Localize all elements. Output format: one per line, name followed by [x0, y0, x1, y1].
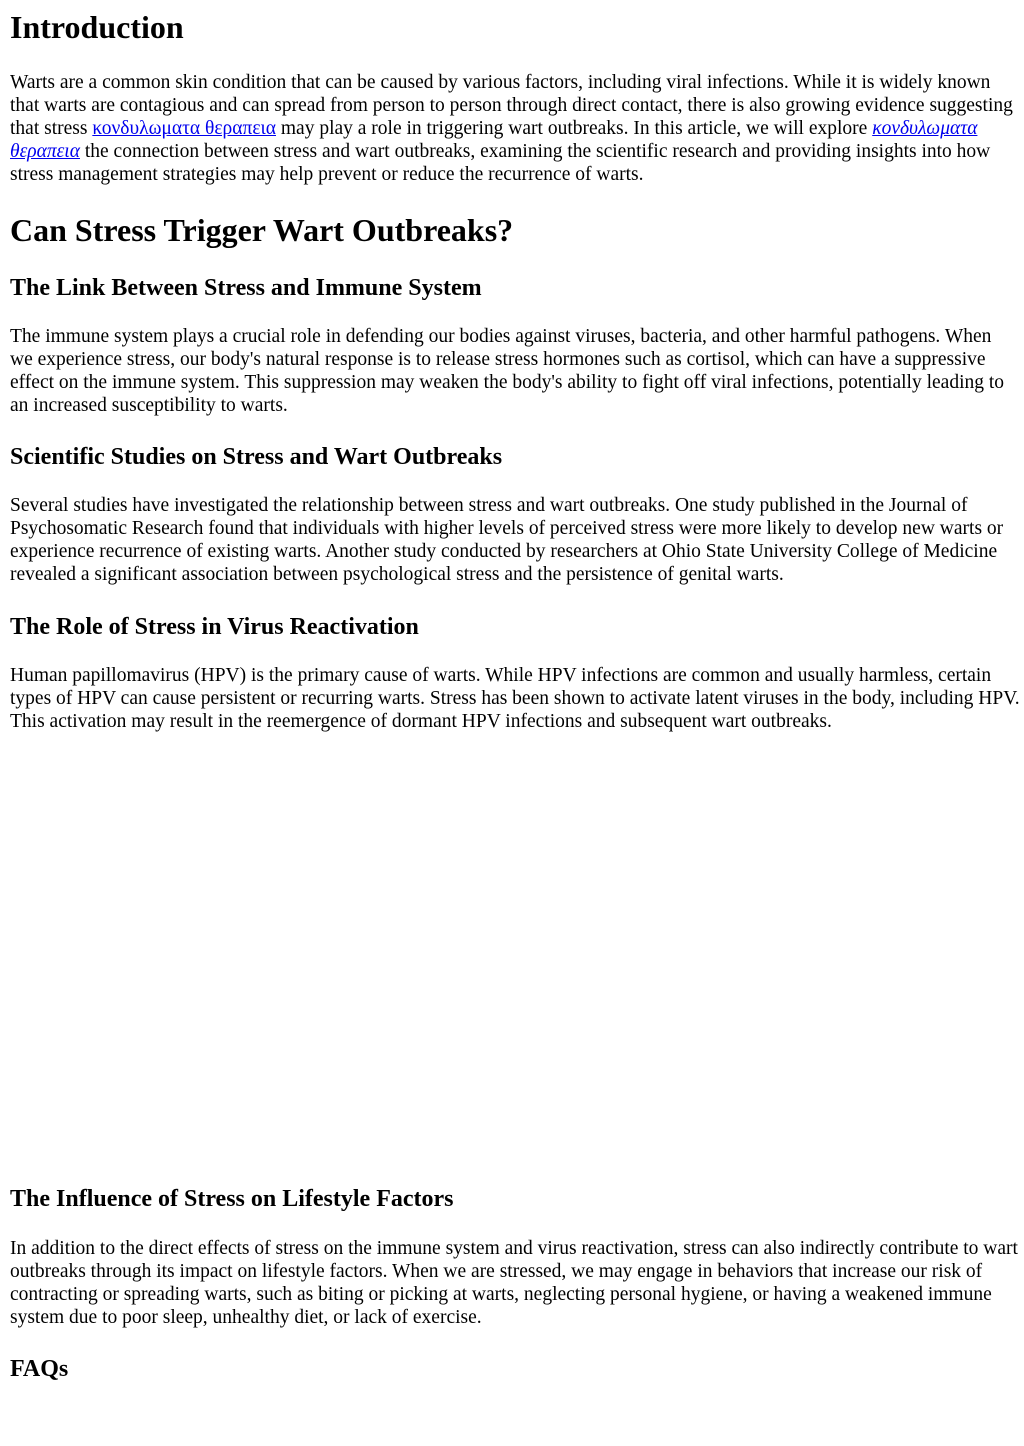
faqs-heading: FAQs [10, 1356, 69, 1382]
immune-link-heading: The Link Between Stress and Immune System [10, 275, 482, 301]
immune-link-paragraph: The immune system plays a crucial role in defending our bodies against viruses, bacteria, and other harmful pathogens. When we experience stress, our body's natural response is to release stress hormones such as cortisol, which can have a suppressive effect on the immune system. This suppression may weaken the body's ability to fight off viral infections, potentially leading to an increased susceptibility to warts. [10, 326, 1005, 416]
intro-text-1: Warts are a common skin condition that can be caused by various factors, including viral infections. While it is widely known that warts are contagious and can spread from person to person through direct contact, there is also growing evidence suggesting that stress [10, 72, 1013, 139]
studies-paragraph: Several studies have investigated the relationship between stress and wart outbreaks. One study published in the Journal of Psychosomatic Research found that individuals with higher levels of perceived stress were more likely to develop new warts or experience recurrence of existing warts. Another study conducted by researchers at Ohio State University College of Medicine revealed a significant association between psychological stress and the persistence of genital warts. [10, 495, 1004, 585]
intro-link-1[interactable]: κονδυλωματα θεραπεια [92, 118, 276, 139]
lifestyle-heading: The Influence of Stress on Lifestyle Factors [10, 1186, 454, 1212]
lifestyle-paragraph: In addition to the direct effects of stress on the immune system and virus reactivation, stress can also indirectly contribute to wart outbreaks through its impact on lifestyle factors. When we are stressed, we may engage in behaviors that increase our risk of contracting or spreading warts, such as biting or picking at warts, neglecting personal hygiene, or having a weakened immune system due to poor sleep, unhealthy diet, or lack of exercise. [10, 1238, 1018, 1328]
intro-text-2: may play a role in triggering wart outbreaks. In this article, we will explore [276, 118, 873, 139]
intro-heading: Introduction [10, 9, 184, 45]
virus-reactivation-paragraph: Human papillomavirus (HPV) is the primary cause of warts. While HPV infections are common and usually harmless, certain types of HPV can cause persistent or recurring warts. Stress has been shown to activate latent viruses in the body, including HPV. This activation may result in the reemergence of dormant HPV infections and subsequent wart outbreaks. [10, 665, 1020, 732]
trigger-heading: Can Stress Trigger Wart Outbreaks? [10, 212, 514, 248]
intro-link-2[interactable]: κονδυλωματα θεραπεια [10, 118, 978, 162]
studies-heading: Scientific Studies on Stress and Wart Outbreaks [10, 444, 503, 470]
intro-text-3: the connection between stress and wart outbreaks, examining the scientific research and providing insights into how stress management strategies may help prevent or reduce the recurrence of warts. [10, 141, 991, 185]
virus-reactivation-heading: The Role of Stress in Virus Reactivation [10, 614, 419, 640]
intro-paragraph [10, 71, 1014, 186]
